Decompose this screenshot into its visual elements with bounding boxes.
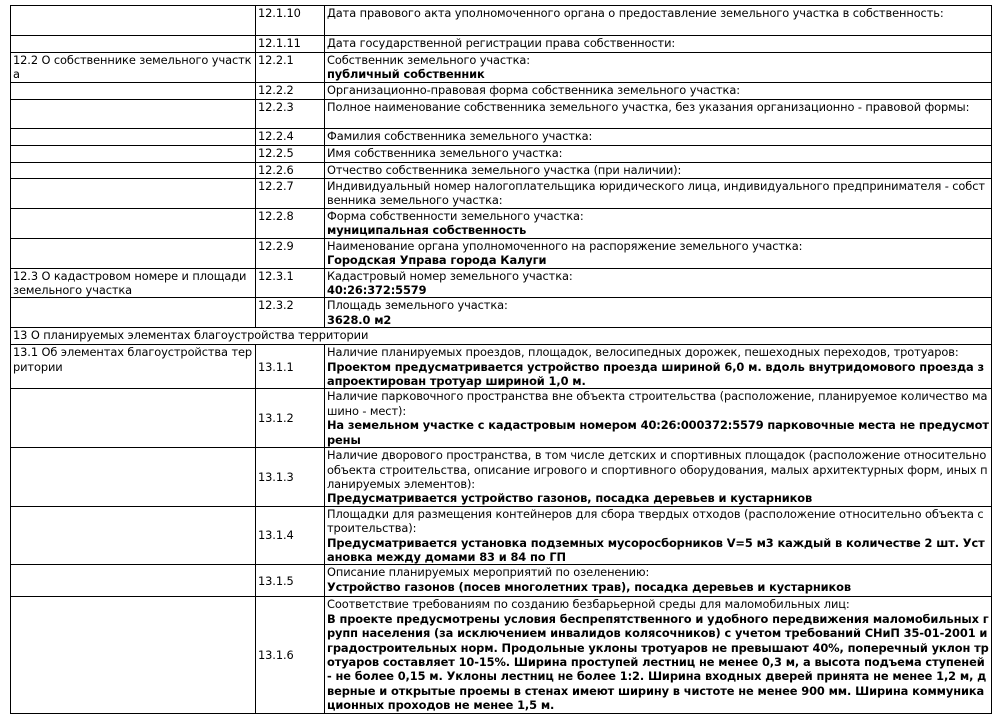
table-row	[11, 565, 992, 597]
item-label: Отчество собственника земельного участка (при наличии):	[327, 163, 682, 177]
item-label: Соответствие требованиям по созданию безбарьерной среды для маломобильных лиц:	[327, 597, 850, 612]
section-cell	[11, 208, 256, 238]
section-cell: 12.2 О собственнике земельного участка	[11, 53, 256, 83]
item-content	[325, 36, 992, 53]
table-row	[11, 129, 992, 146]
item-content	[325, 208, 992, 238]
item-label: Кадастровый номер земельного участка:	[327, 268, 573, 283]
table-row	[11, 100, 992, 129]
section-cell	[11, 100, 256, 129]
table-row	[11, 597, 992, 713]
item-content	[325, 597, 992, 713]
item-content	[325, 345, 992, 389]
item-number: 12.2.4	[256, 129, 325, 146]
section-cell	[11, 36, 256, 53]
item-value: Устройство газонов (посев многолетних трав), посадка деревьев и кустарников	[327, 579, 851, 594]
item-content	[325, 53, 992, 83]
table-row	[11, 345, 992, 389]
item-content	[325, 565, 992, 597]
item-number: 12.2.7	[256, 179, 325, 209]
table-row	[11, 6, 992, 36]
item-label: Собственник земельного участка:	[327, 53, 530, 67]
table-row	[11, 146, 992, 163]
item-label: Наличие дворового пространства, в том числе детских и спортивных площадок (расположение относительно объекта строительства, описание игрового и спортивного оборудования, малых архитектурных форм, иных планируемых элементов):	[327, 448, 988, 491]
item-value: муниципальная собственность	[327, 223, 527, 238]
item-number: 12.2.8	[256, 208, 325, 238]
item-value: Городская Управа города Калуги	[327, 253, 547, 268]
item-number: 13.1.1	[256, 345, 325, 389]
item-content	[325, 163, 992, 179]
item-content	[325, 506, 992, 565]
item-label: Наименование органа уполномоченного на распоряжение земельного участка:	[327, 238, 803, 253]
item-value: Предусматривается установка подземных мусоросборников V=5 м3 каждый в количестве 2 шт. Установка между домами 83 и 84 по ГП	[327, 535, 985, 564]
item-label: Имя собственника земельного участка:	[327, 146, 563, 160]
item-content	[325, 6, 992, 36]
item-label: Форма собственности земельного участка:	[327, 208, 584, 223]
item-content	[325, 83, 992, 100]
item-number: 12.3.1	[256, 268, 325, 298]
table-row	[11, 208, 992, 238]
table-row	[11, 163, 992, 179]
item-label: Дата правового акта уполномоченного органа о предоставление земельного участка в собственность:	[327, 6, 944, 20]
section-cell	[11, 179, 256, 209]
item-number: 12.2.2	[256, 83, 325, 100]
table-row	[11, 238, 992, 268]
item-number: 12.1.11	[256, 36, 325, 53]
table-row	[11, 506, 992, 565]
item-label: Площадь земельного участка:	[327, 298, 508, 313]
section-cell: 12.3 О кадастровом номере и площади земельного участка	[11, 268, 256, 298]
item-content	[325, 389, 992, 448]
item-number: 12.2.6	[256, 163, 325, 179]
section-cell	[11, 6, 256, 36]
section-cell	[11, 298, 256, 328]
item-value: Проектом предусматривается устройство проезда шириной 6,0 м. вдоль внутридомового проезда запроектирован тротуар шириной 1,0 м.	[327, 359, 985, 389]
item-label: Полное наименование собственника земельного участка, без указания организационно - правовой формы:	[327, 100, 970, 114]
item-number: 12.2.1	[256, 53, 325, 83]
item-content	[325, 268, 992, 298]
section-cell	[11, 129, 256, 146]
item-value: Предусматривается устройство газонов, посадка деревьев и кустарников	[327, 491, 813, 506]
item-value: публичный собственник	[327, 67, 485, 82]
table-row	[11, 179, 992, 209]
table-row	[11, 36, 992, 53]
table-row	[11, 389, 992, 448]
item-number: 13.1.3	[256, 448, 325, 507]
item-value: В проекте предусмотрены условия беспрепятственного и удобного передвижения маломобильных групп населения (за исключением инвалидов колясочников) с учетом требований СНиП 35-01-2001 и градостроительных норм. Продольные уклоны тротуаров не превышают 40%, поперечный уклон тротуаров составляет 10-15%. Ширина проступей лестниц не менее 0,3 м, а высота подъема ступеней - не более 0,15 м. Уклоны лестниц не более 1:2. Ширина входных дверей принята не менее 1,2 м, дверные и открытые проемы в стенах имеют ширину в чистоте не менее 900 мм. Ширина коммуникационных проходов не менее 1,5 м.	[327, 611, 989, 713]
item-number: 12.3.2	[256, 298, 325, 328]
item-number: 12.2.9	[256, 238, 325, 268]
item-content	[325, 448, 992, 507]
item-content	[325, 146, 992, 163]
section-cell	[11, 597, 256, 713]
section-cell	[11, 506, 256, 565]
item-number: 13.1.5	[256, 565, 325, 597]
item-content	[325, 298, 992, 328]
item-label: Фамилия собственника земельного участка:	[327, 129, 593, 143]
item-content	[325, 100, 992, 129]
table-row	[11, 448, 992, 507]
item-label: Наличие планируемых проездов, площадок, велосипедных дорожек, пешеходных переходов, тротуаров:	[327, 345, 959, 360]
section-cell	[11, 146, 256, 163]
item-value: 3628.0 м2	[327, 312, 392, 327]
item-label: Наличие парковочного пространства вне объекта строительства (расположение, планируемое количество машино - мест):	[327, 389, 988, 418]
item-number: 12.2.3	[256, 100, 325, 129]
item-number: 12.2.5	[256, 146, 325, 163]
item-content	[325, 129, 992, 146]
item-label: Дата государственной регистрации права собственности:	[327, 36, 676, 50]
item-label: Индивидуальный номер налогоплательщика юридического лица, индивидуального предпринимателя - собственника земельного участка:	[327, 179, 985, 208]
table-row	[11, 298, 992, 328]
item-number: 12.1.10	[256, 6, 325, 36]
section-cell	[11, 238, 256, 268]
item-label: Площадки для размещения контейнеров для сбора твердых отходов (расположение относительно объекта строительства):	[327, 506, 984, 536]
item-content	[325, 179, 992, 209]
item-content	[325, 238, 992, 268]
table-row	[11, 268, 992, 298]
section-cell	[11, 163, 256, 179]
section-cell	[11, 389, 256, 448]
item-label: Описание планируемых мероприятий по озеленению:	[327, 565, 650, 580]
item-number: 13.1.4	[256, 506, 325, 565]
section-cell: 13.1 Об элементах благоустройства территории	[11, 345, 256, 389]
section-cell	[11, 448, 256, 507]
section-header-row	[11, 328, 992, 345]
item-label: Организационно-правовая форма собственника земельного участка:	[327, 83, 740, 97]
section-header: 13 О планируемых элементах благоустройства территории	[11, 328, 992, 345]
item-value: На земельном участке с кадастровым номером 40:26:000372:5579 парковочные места не предусмотрены	[327, 418, 989, 447]
land-plot-info-table	[10, 5, 992, 714]
section-cell	[11, 83, 256, 100]
table-row	[11, 83, 992, 100]
item-number: 13.1.2	[256, 389, 325, 448]
section-cell	[11, 565, 256, 597]
item-number: 13.1.6	[256, 597, 325, 713]
table-row	[11, 53, 992, 83]
item-value: 40:26:372:5579	[327, 283, 427, 298]
